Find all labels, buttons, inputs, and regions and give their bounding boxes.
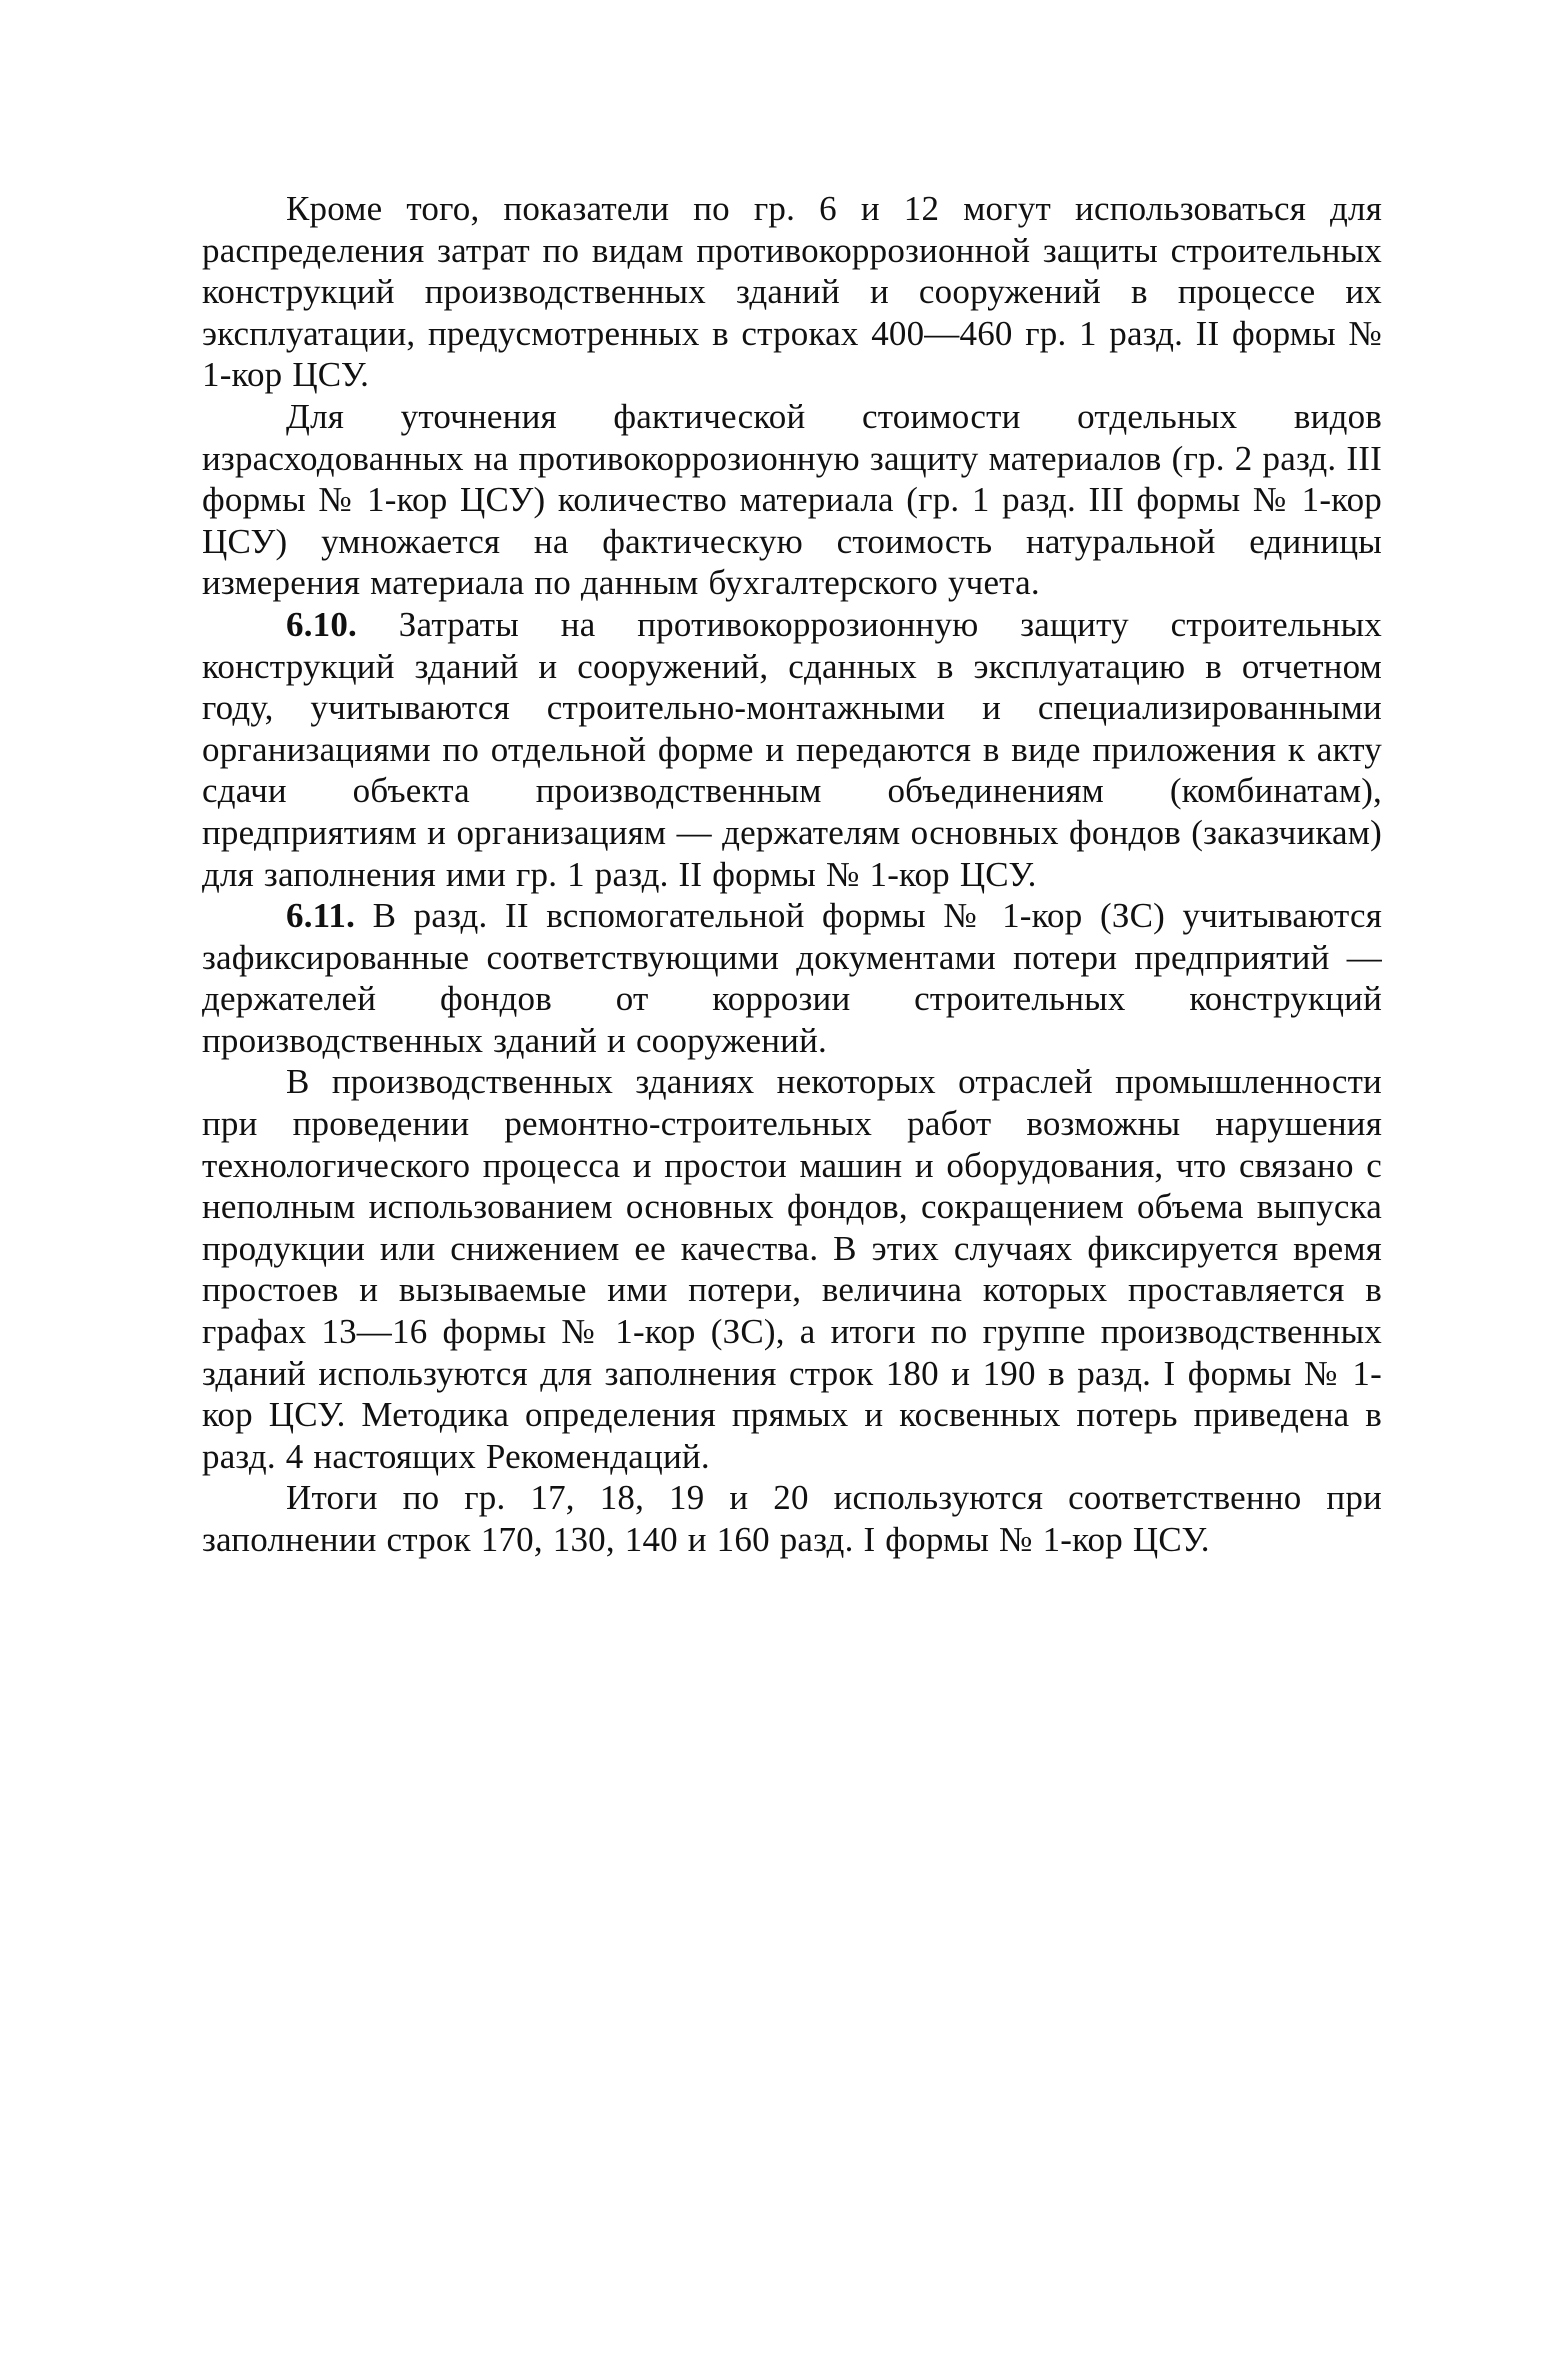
- paragraph-material-cost: [202, 396, 1382, 604]
- paragraph-text: В производственных зданиях некоторых отраслей промышленности при проведении ремонтно-строительных работ возможны нарушения технологического процесса и простои машин и оборудования, что связано с неполным использованием основных фондов, сокращением объема выпуска продукции или снижением ее качества. В этих случаях фиксируется время простоев и вызываемые ими потери, величина которых проставляется в графах 13—16 формы № 1-кор (ЗС), а итоги по группе производственных зданий используются для заполнения строк 180 и 190 в разд. I формы № 1-кор ЦСУ. Методика определения прямых и косвенных потерь приведена в разд. 4 настоящих Рекомендаций.: [202, 1062, 1382, 1476]
- paragraph-text: Итоги по гр. 17, 18, 19 и 20 используются соответственно при заполнении строк 170, 130, 140 и 160 разд. I формы № 1-кор ЦСУ.: [202, 1478, 1382, 1559]
- section-number: 6.10.: [286, 604, 357, 644]
- paragraph-downtime-losses: [202, 1061, 1382, 1477]
- body-text: [202, 188, 1382, 1561]
- paragraph-text: Для уточнения фактической стоимости отдельных видов израсходованных на противокоррозионную защиту материалов (гр. 2 разд. III формы № 1-кор ЦСУ) количество материала (гр. 1 разд. III формы № 1-кор ЦСУ) умножается на фактическую стоимость натуральной единицы измерения материала по данным бухгалтерского учета.: [202, 396, 1382, 603]
- paragraph-distribution-of-costs: [202, 188, 1382, 396]
- paragraph-6-10: [202, 604, 1382, 895]
- section-number: 6.11.: [286, 896, 356, 936]
- paragraph-text: В разд. II вспомогательной формы № 1-кор (ЗС) учитываются зафиксированные соответствующими документами потери предприятий — держателей фондов от коррозии строительных конструкций производственных зданий и сооружений.: [202, 896, 1382, 1060]
- paragraph-totals: [202, 1477, 1382, 1560]
- paragraph-text: Кроме того, показатели по гр. 6 и 12 могут использоваться для распределения затрат по видам противокоррозионной защиты строительных конструкций производственных зданий и сооружений в процессе их эксплуатации, предусмотренных в строках 400—460 гр. 1 разд. II формы № 1-кор ЦСУ.: [202, 189, 1382, 395]
- paragraph-6-11: [202, 895, 1382, 1061]
- paragraph-text: Затраты на противокоррозионную защиту строительных конструкций зданий и сооружений, сданных в эксплуатацию в отчетном году, учитываются строительно-монтажными и специализированными организациями по отдельной форме и передаются в виде приложения к акту сдачи объекта производственным объединениям (комбинатам), предприятиям и организациям — держателям основных фондов (заказчикам) для заполнения ими гр. 1 разд. II формы № 1-кор ЦСУ.: [202, 604, 1382, 894]
